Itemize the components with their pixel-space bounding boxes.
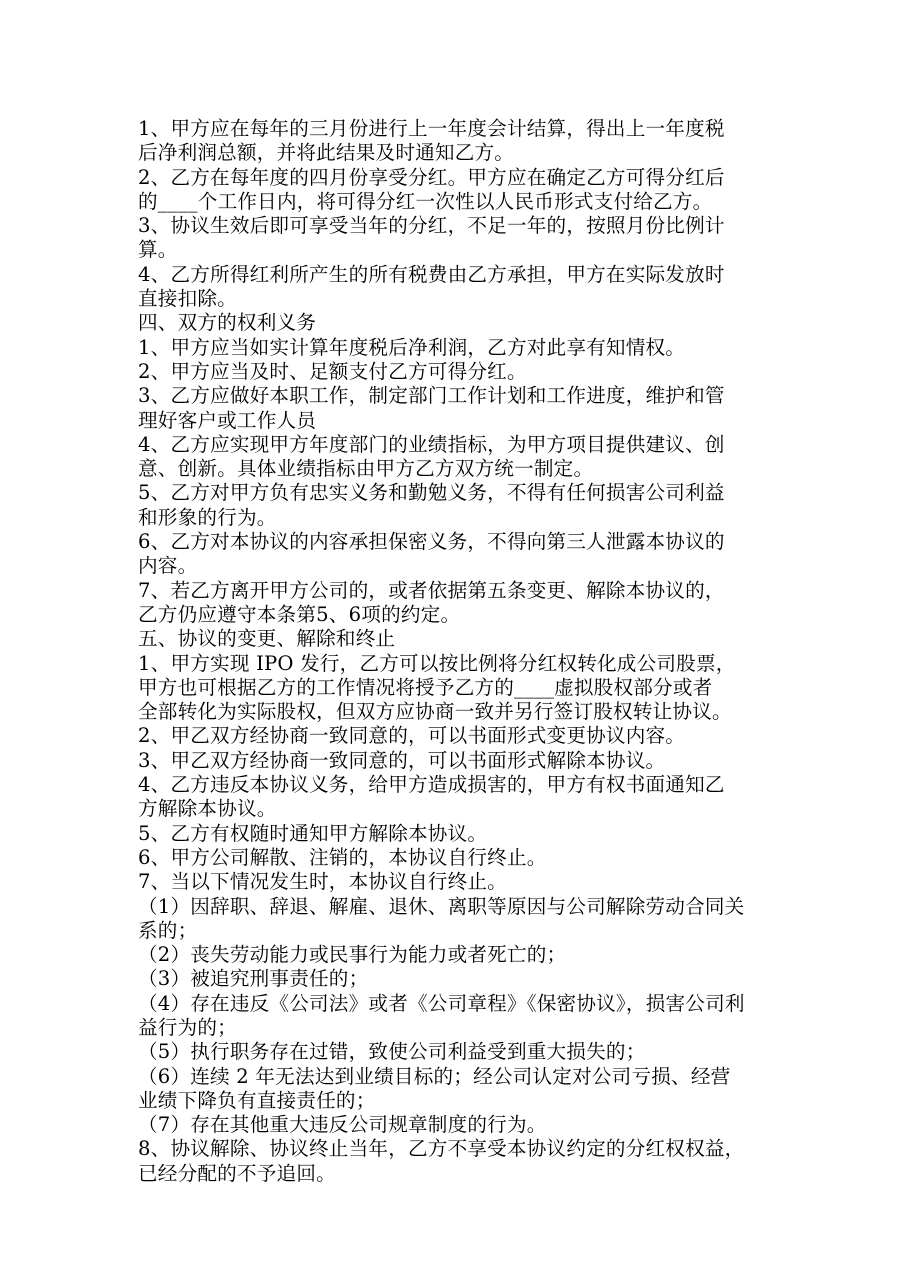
text-line: 6、乙方对本协议的内容承担保密义务，不得向第三人泄露本协议的 xyxy=(138,530,725,554)
text-line: 系的； xyxy=(138,918,198,942)
text-line: 7、若乙方离开甲方公司的，或者依据第五条变更、解除本协议的， xyxy=(138,578,725,602)
text-line: 2、甲乙双方经协商一致同意的，可以书面形式变更协议内容。 xyxy=(138,724,686,748)
document-body xyxy=(138,117,778,1186)
text-line: 算。 xyxy=(138,238,178,262)
text-line: 4、乙方应实现甲方年度部门的业绩指标，为甲方项目提供建议、创 xyxy=(138,432,725,456)
text-line: （3）被追究刑事责任的； xyxy=(138,967,369,991)
text-line: 1、甲方实现 IPO 发行，乙方可以按比例将分红权转化成公司股票， xyxy=(138,651,736,675)
text-line: （1）因辞职、辞退、解雇、退休、离职等原因与公司解除劳动合同关 xyxy=(138,894,745,918)
text-line: 理好客户或工作人员 xyxy=(138,408,317,432)
text-line: （2）丧失劳动能力或民事行为能力或者死亡的； xyxy=(138,943,567,967)
text-line: 的____个工作日内，将可得分红一次性以人民币形式支付给乙方。 xyxy=(138,189,713,213)
text-line: （7）存在其他重大违反公司规章制度的行为。 xyxy=(138,1113,547,1137)
text-line: 2、甲方应当及时、足额支付乙方可得分红。 xyxy=(138,359,527,383)
text-line: 甲方也可根据乙方的工作情况将授予乙方的____虚拟股权部分或者 xyxy=(138,675,713,699)
text-line: 和形象的行为。 xyxy=(138,505,277,529)
text-line: 全部转化为实际股权，但双方应协商一致并另行签订股权转让协议。 xyxy=(138,700,732,724)
text-line: 5、乙方有权随时通知甲方解除本协议。 xyxy=(138,821,488,845)
section-heading: 五、协议的变更、解除和终止 xyxy=(138,627,396,651)
text-line: 直接扣除。 xyxy=(138,287,237,311)
text-line: （5）执行职务存在过错，致使公司利益受到重大损失的； xyxy=(138,1040,646,1064)
text-line: 乙方仍应遵守本条第5、6项的约定。 xyxy=(138,602,461,626)
text-line: 意、创新。具体业绩指标由甲方乙方双方统一制定。 xyxy=(138,457,594,481)
text-line: 益行为的； xyxy=(138,1015,237,1039)
text-line: 5、乙方对甲方负有忠实义务和勤勉义务，不得有任何损害公司利益 xyxy=(138,481,725,505)
text-line: 3、协议生效后即可享受当年的分红，不足一年的，按照月份比例计 xyxy=(138,214,725,238)
text-line: 已经分配的不予追回。 xyxy=(138,1161,336,1185)
text-line: 8、协议解除、协议终止当年，乙方不享受本协议约定的分红权权益， xyxy=(138,1137,745,1161)
section-heading: 四、双方的权利义务 xyxy=(138,311,317,335)
text-line: 3、甲乙双方经协商一致同意的，可以书面形式解除本协议。 xyxy=(138,748,666,772)
text-line: 业绩下降负有直接责任的； xyxy=(138,1088,376,1112)
text-line: 方解除本协议。 xyxy=(138,797,277,821)
text-line: （6）连续 2 年无法达到业绩目标的；经公司认定对公司亏损、经营 xyxy=(138,1064,731,1088)
text-line: 内容。 xyxy=(138,554,198,578)
text-line: 1、甲方应当如实计算年度税后净利润，乙方对此享有知情权。 xyxy=(138,335,686,359)
text-line: 6、甲方公司解散、注销的，本协议自行终止。 xyxy=(138,845,547,869)
text-line: 4、乙方所得红利所产生的所有税费由乙方承担，甲方在实际发放时 xyxy=(138,262,725,286)
text-line: 4、乙方违反本协议义务，给甲方造成损害的，甲方有权书面通知乙 xyxy=(138,773,725,797)
text-line: 7、当以下情况发生时，本协议自行终止。 xyxy=(138,870,507,894)
text-line: 1、甲方应在每年的三月份进行上一年度会计结算，得出上一年度税 xyxy=(138,117,725,140)
text-line: 后净利润总额，并将此结果及时通知乙方。 xyxy=(138,141,515,165)
text-line: 2、乙方在每年度的四月份享受分红。甲方应在确定乙方可得分红后 xyxy=(138,165,725,189)
text-line: （4）存在违反《公司法》或者《公司章程》《保密协议》，损害公司利 xyxy=(138,991,745,1015)
text-line: 3、乙方应做好本职工作，制定部门工作计划和工作进度，维护和管 xyxy=(138,384,725,408)
